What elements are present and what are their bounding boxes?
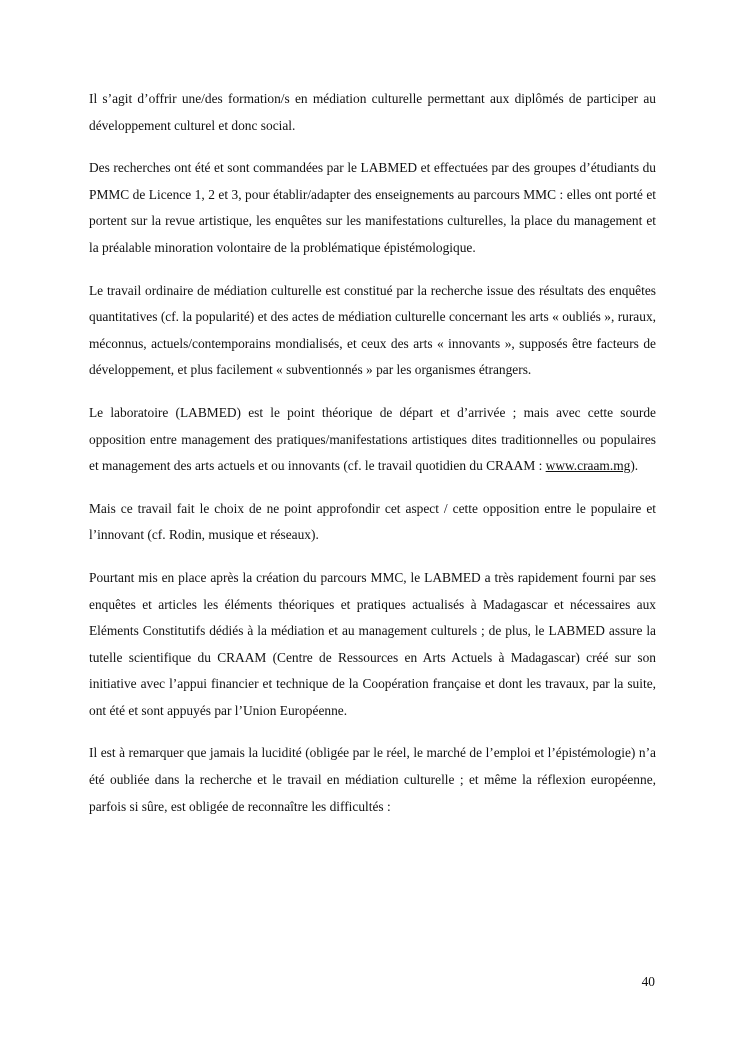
paragraph-7: Il est à remarquer que jamais la lucidité (obligée par le réel, le marché de l’emploi et l’épistémologie) n’a été oubliée dans la recherche et le travail en médiation culturelle ; et même la réflexion européenne, parfois si sûre, est obligée de reconnaître les difficultés : [89, 745, 656, 814]
paragraph-3: Le travail ordinaire de médiation culturelle est constitué par la recherche issue des résultats des enquêtes quantitatives (cf. la popularité) et des actes de médiation culturelle concernant les arts « oubliés », ruraux, méconnus, actuels/contemporains mondialisés, et ceux des arts « innovants », supposés être facteurs de développement, et plus facilement « subventionnés » par les organismes étrangers. [89, 282, 656, 378]
paragraph-2: Des recherches ont été et sont commandées par le LABMED et effectuées par des groupes d’étudiants du PMMC de Licence 1, 2 et 3, pour établir/adapter des enseignements au parcours MMC : elles ont porté et portent sur la revue artistique, les enquêtes sur les manifestations culturelles, la place du management et la préalable minoration volontaire de la problématique épistémologique. [89, 160, 656, 255]
paragraph-4 [89, 400, 656, 480]
document-page [89, 86, 656, 836]
page-number: 40 [641, 974, 655, 989]
craam-website-link[interactable]: www.craam.mg [545, 458, 631, 474]
paragraph-4-text-before: Le laboratoire (LABMED) est le point théorique de départ et d’arrivée ; mais avec cette sourde opposition entre management des pratiques/manifestations artistiques dites traditionnelles ou populaires et management des arts actuels et ou innovants (cf. le travail quotidien du CRAAM : [89, 404, 656, 474]
paragraph-4-text-after: ). [630, 458, 639, 474]
paragraph-5: Mais ce travail fait le choix de ne point approfondir cet aspect / cette opposition entre le populaire et l’innovant (cf. Rodin, musique et réseaux). [89, 500, 656, 543]
paragraph-6: Pourtant mis en place après la création du parcours MMC, le LABMED a très rapidement fourni par ses enquêtes et articles les éléments théoriques et pratiques actualisés à Madagascar et nécessaires aux Eléments Constitutifs dédiés à la médiation et au management culturels ; de plus, le LABMED assure la tutelle scientifique du CRAAM (Centre de Ressources en Arts Actuels à Madagascar) créé sur son initiative avec l’appui financier et technique de la Coopération française et dont les travaux, par la suite, ont été et sont appuyés par l’Union Européenne. [89, 569, 656, 718]
paragraph-1: Il s’agit d’offrir une/des formation/s en médiation culturelle permettant aux diplômés de participer au développement culturel et donc social. [89, 91, 656, 133]
